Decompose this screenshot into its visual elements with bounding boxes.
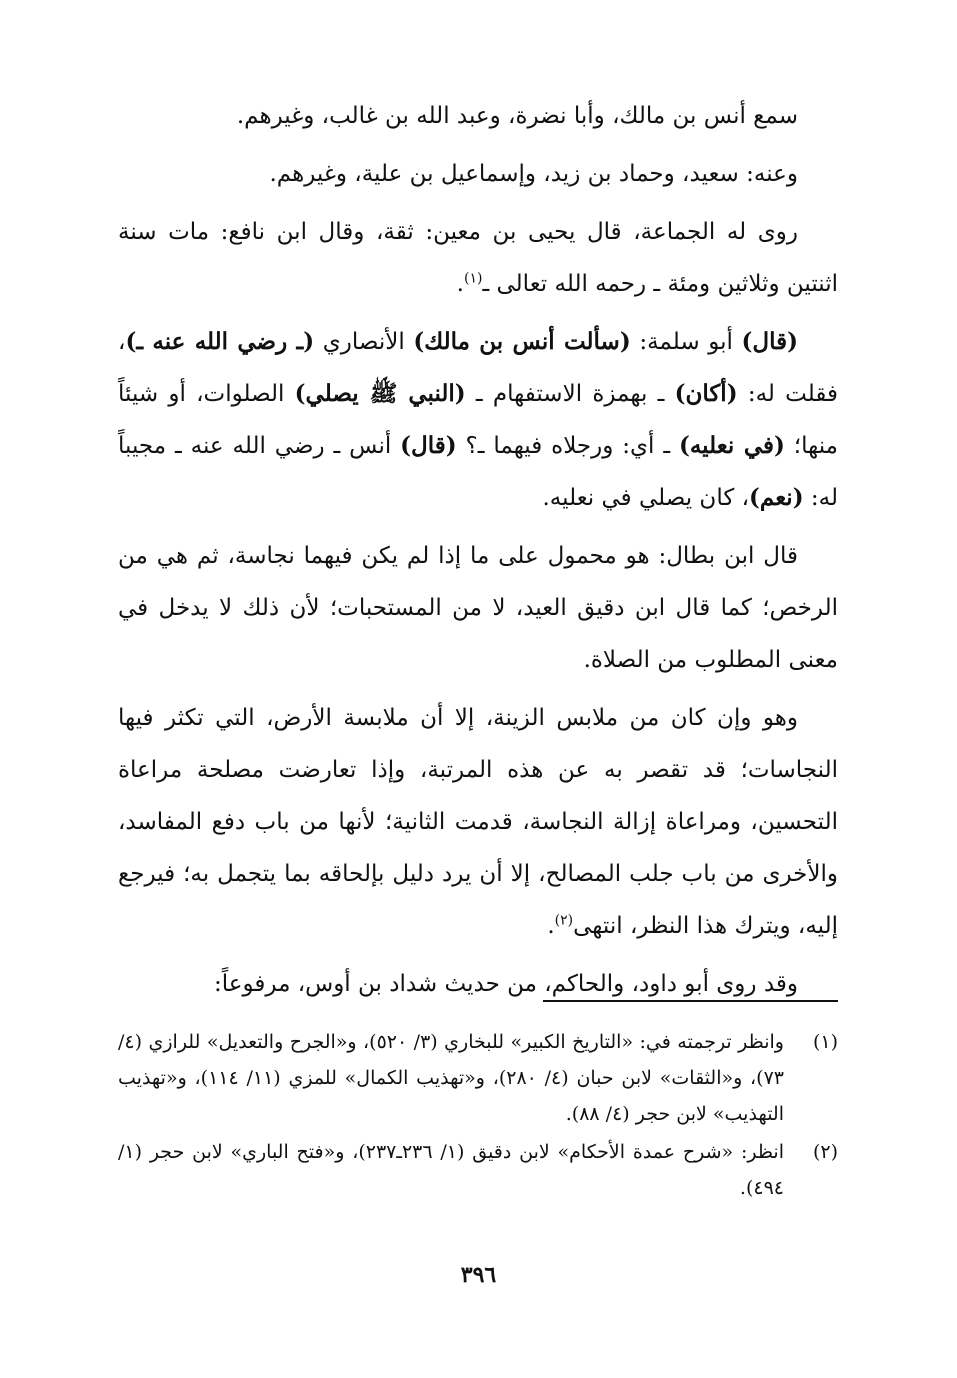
text-run: وقد روى أبو داود، والحاكم، من حديث شداد بن أوس، مرفوعاً: — [214, 971, 798, 997]
footnote-number: (١) — [812, 1031, 838, 1053]
text-run: ، فقلت له: — [118, 329, 838, 407]
bold-term: (في نعليه) — [678, 432, 785, 459]
text-run: . — [547, 913, 555, 939]
footnote-2 — [118, 1134, 838, 1206]
text-run: ، كان يصلي في نعليه. — [542, 485, 750, 511]
text-run: وهو وإن كان من ملابس الزينة، إلا أن ملابسة الأرض، التي تكثر فيها النجاسات؛ قد تقصر به عن هذه المرتبة، وإذا تعارضت مصلحة مراعاة التحسين، ومراعاة إزالة النجاسة، قدمت الثانية؛ لأنها من باب دفع المفاسد، والأخرى من باب جلب المصالح، إلا أن يرد دليل بإلحاقه بما يتجمل به؛ فيرجع إليه، ويترك هذا النظر، انتهى — [118, 705, 838, 939]
text-run: . — [456, 271, 464, 297]
footnote-1 — [118, 1024, 838, 1132]
paragraph-p4 — [118, 316, 838, 524]
bold-term: (أكان) — [674, 380, 738, 407]
text-run: قال ابن بطال: هو محمول على ما إذا لم يكن فيهما نجاسة، ثم هي من الرخص؛ كما قال ابن دقيق العيد، لا من المستحبات؛ لأن ذلك لا يدخل في معنى المطلوب من الصلاة. — [118, 543, 838, 673]
main-text — [118, 90, 838, 1010]
paragraph-p2 — [118, 148, 838, 200]
footnote-text: انظر: «شرح عمدة الأحكام» لابن دقيق (١/ ٢٣٦ـ٢٣٧)، و«فتح الباري» لابن حجر (١/ ٤٩٤). — [118, 1141, 784, 1199]
text-run: الأنصاري — [314, 329, 414, 355]
text-run: الصلوات، أو شيئاً منها؛ — [118, 381, 838, 459]
text-run: ـ أي: ورجلاه فيهما ـ؟ — [456, 433, 679, 459]
paragraph-p6 — [118, 692, 838, 952]
text-run: وعنه: سعيد، وحماد بن زيد، وإسماعيل بن علية، وغيرهم. — [269, 161, 798, 187]
bold-term: (قال) — [400, 432, 457, 459]
text-run: أبو سلمة: — [630, 329, 742, 355]
page-number: ٣٩٦ — [460, 1262, 497, 1288]
text-run: سمع أنس بن مالك، وأبا نضرة، وعبد الله بن غالب، وغيرهم. — [236, 103, 798, 129]
text-run: روى له الجماعة، قال يحيى بن معين: ثقة، وقال ابن نافع: مات سنة اثنتين وثلاثين ومئة ـ رحمه الله تعالى ـ — [118, 219, 838, 297]
bold-term: (سألت أنس بن مالك) — [413, 328, 631, 355]
bold-term: (نعم) — [749, 484, 804, 511]
footnotes — [118, 1024, 838, 1208]
paragraph-p5 — [118, 530, 838, 686]
page-body — [118, 90, 838, 1290]
paragraph-p3 — [118, 206, 838, 310]
footnote-separator — [543, 1000, 838, 1002]
paragraph-p1 — [118, 90, 838, 142]
text-run: ـ بهمزة الاستفهام ـ — [465, 381, 675, 407]
footnote-text: وانظر ترجمته في: «التاريخ الكبير» للبخاري (٣/ ٥٢٠)، و«الجرح والتعديل» للرازي (٤/ ٧٣)، و«الثقات» لابن حبان (٤/ ٢٨٠)، و«تهذيب الكمال» للمزي (١١/ ١١٤)، و«تهذيب التهذيب» لابن حجر (٤/ ٨٨). — [118, 1031, 785, 1125]
footnote-number: (٢) — [812, 1141, 838, 1163]
footnote-marker: (١) — [463, 270, 483, 287]
bold-term: (قال) — [741, 328, 799, 355]
bold-term: (النبي ﷺ يصلي) — [294, 380, 466, 407]
text-run: أنس ـ رضي الله عنه ـ مجيباً له: — [118, 433, 838, 511]
bold-term: (ـ رضي الله عنه ـ) — [125, 328, 315, 355]
paragraph-p7 — [118, 958, 838, 1010]
footnote-marker: (٢) — [554, 912, 574, 929]
